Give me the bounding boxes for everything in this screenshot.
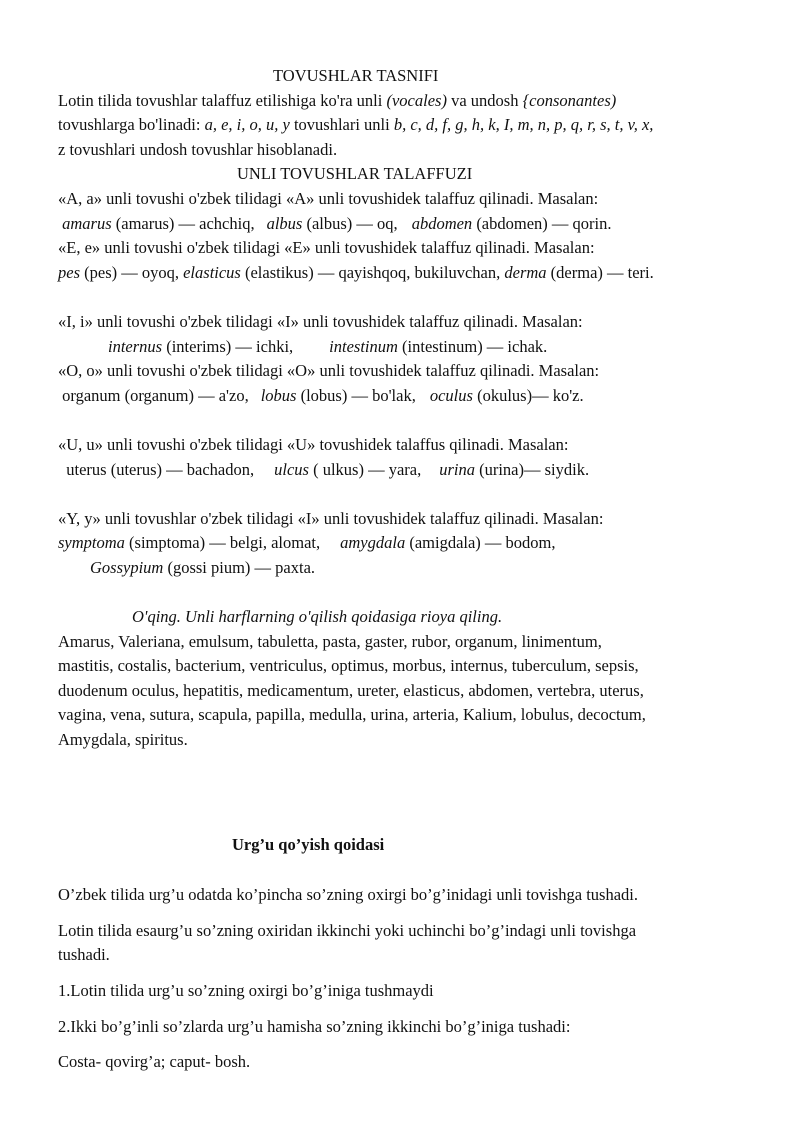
stress-rule-1: 1.Lotin tilida urg’u so’zning oxirgi bo’g’iniga tushmaydi	[58, 981, 434, 1000]
stress-paragraph-2: Lotin tilida esaurg’u so’zning oxiridan ikkinchi yoki uchinchi bo’g’indagi unli tovishga	[58, 920, 637, 940]
intro-line-3: z tovushlari undosh tovushlar hisoblanadi.	[58, 139, 338, 159]
vowel-i-rule: «I, i» unli tovushi o'zbek tilidagi «I» unli tovushidek talaffuz qilinadi. Masalan:	[58, 311, 583, 331]
vowel-o-examples: organum (organum) — a'zo, lobus (lobus) — bo'lak, oculus (okulus)— ko'z.	[62, 385, 584, 405]
stress-example: Costa- qovirg’a; caput- bosh.	[58, 1052, 251, 1072]
vowel-e-rule: «E, e» unli tovushi o'zbek tilidagi «E» unli tovushidek talaffuz qilinadi. Masalan:	[58, 238, 595, 258]
vowel-u-rule: «U, u» unli tovushi o'zbek tilidagi «U» tovushidek talaffus qilinadi. Masalan:	[58, 434, 569, 454]
stress-title: Urg’u qo’yish qoidasi	[232, 834, 385, 854]
vowel-u-examples: uterus (uterus) — bachadon, ulcus ( ulkus) — yara, urina (urina)— siydik.	[66, 459, 590, 479]
vowel-i-examples: internus (interims) — ichki, intestinum (intestinum) — ichak.	[108, 336, 548, 356]
vowel-a-rule: «A, a» unli tovushi o'zbek tilidagi «A» unli tovushidek talaffuz qilinadi. Masalan:	[58, 188, 599, 208]
intro-line-2: tovushlarga bo'linadi: a, e, i, o, u, y tovushlari unli b, c, d, f, g, h, k, I, m, n, p, q, r, s, t, v, x,	[58, 115, 654, 135]
exercise-line: Amarus, Valeriana, emulsum, tabuletta, pasta, gaster, rubor, organum, linimentum,	[58, 631, 602, 651]
section-subtitle: UNLI TOVUSHLAR TALAFFUZI	[237, 164, 473, 184]
stress-paragraph-2-cont: tushadi.	[58, 945, 110, 965]
exercise-line: vagina, vena, sutura, scapula, papilla, medulla, urina, arteria, Kalium, lobulus, decoctum,	[58, 705, 646, 725]
exercise-line: mastitis, costalis, bacterium, ventriculus, optimus, morbus, internus, tuberculum, sepsis,	[58, 656, 639, 676]
exercise-line: duodenum oculus, hepatitis, medicamentum, ureter, elasticus, abdomen, vertebra, uterus,	[58, 680, 644, 700]
vowel-o-rule: «O, o» unli tovushi o'zbek tilidagi «O» unli tovushidek talaffuz qilinadi. Masalan:	[58, 361, 600, 381]
document-page	[58, 64, 758, 1075]
vowel-y-examples-1: symptoma (simptoma) — belgi, alomat, amygdala (amigdala) — bodom,	[58, 533, 556, 553]
vowel-a-examples: amarus (amarus) — achchiq, albus (albus) — oq, abdomen (abdomen) — qorin.	[62, 213, 612, 233]
exercise-heading: O'qing. Unli harflarning o'qilish qoidasiga rioya qiling.	[132, 607, 503, 627]
page-title: TOVUSHLAR TASNIFI	[273, 66, 439, 85]
intro-line-1: Lotin tilida tovushlar talaffuz etilishiga ko'ra unli (vocales) va undosh {consonantes)	[58, 90, 617, 110]
vowel-y-examples-2: Gossypium (gossi pium) — paxta.	[90, 557, 316, 577]
vowel-y-rule: «Y, y» unli tovushlar o'zbek tilidagi «I» unli tovushidek talaffuz qilinadi. Masalan:	[58, 508, 604, 528]
stress-rule-2: 2.Ikki bo’g’inli so’zlarda urg’u hamisha so’zning ikkinchi bo’g’iniga tushadi:	[58, 1016, 571, 1036]
exercise-line: Amygdala, spiritus.	[58, 730, 188, 750]
stress-paragraph-1: O’zbek tilida urg’u odatda ko’pincha so’zning oxirgi bo’g’inidagi unli tovishga tushadi.	[58, 885, 638, 905]
vowel-e-examples: pes (pes) — oyoq, elasticus (elastikus) — qayishqoq, bukiluvchan, derma (derma) — teri.	[58, 262, 654, 282]
